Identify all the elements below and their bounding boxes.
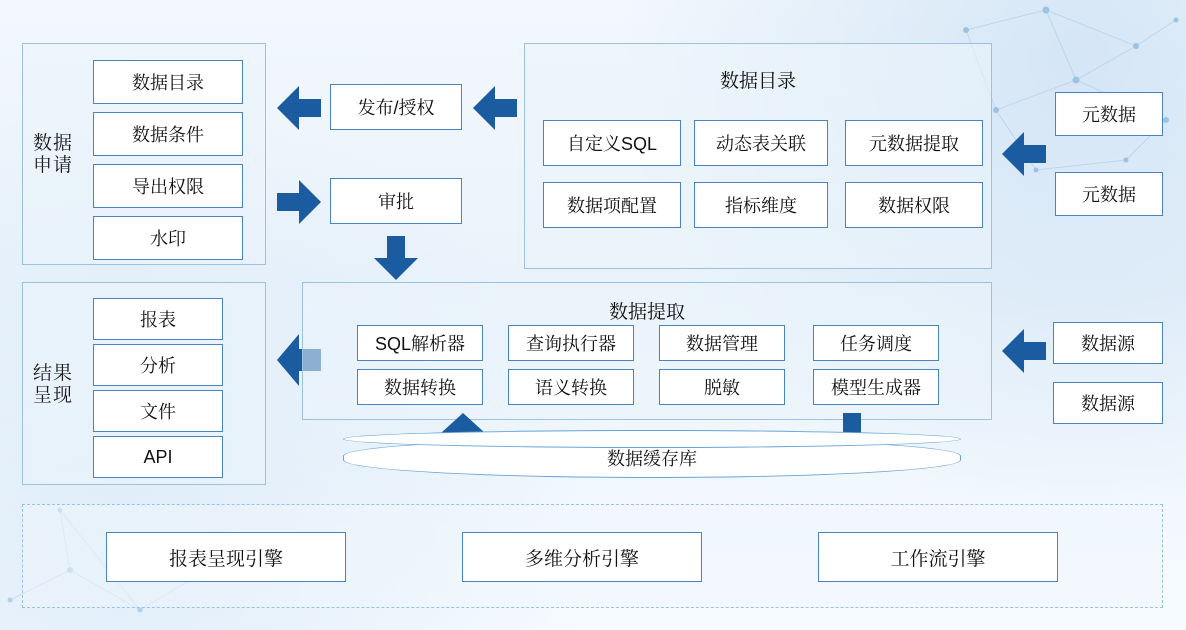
cell-task-scheduling[interactable]: 任务调度: [813, 325, 939, 361]
panel-data-extraction-title: 数据提取: [608, 302, 685, 323]
cell-datasource-2[interactable]: 数据源: [1053, 382, 1163, 424]
cell-semantic-transform[interactable]: 语义转换: [508, 369, 634, 405]
cell-sql-parser[interactable]: SQL解析器: [357, 325, 483, 361]
cell-analysis[interactable]: 分析: [93, 344, 223, 386]
cell-metric-dimension[interactable]: 指标维度: [694, 182, 828, 228]
arrow-datasource-to-extract: [1002, 325, 1046, 377]
cell-data-cache-store-label: 数据缓存库: [607, 449, 697, 469]
cell-file[interactable]: 文件: [93, 390, 223, 432]
cell-model-generator[interactable]: 模型生成器: [813, 369, 939, 405]
cell-approval[interactable]: 审批: [330, 178, 462, 224]
group-result-presentation-label: 结果呈现: [32, 363, 73, 406]
cell-data-permission[interactable]: 数据权限: [845, 182, 983, 228]
cell-datasource-1[interactable]: 数据源: [1053, 322, 1163, 364]
cell-data-catalog-request[interactable]: 数据目录: [93, 60, 243, 104]
cell-metadata-extraction[interactable]: 元数据提取: [845, 120, 983, 166]
arrow-catalog-to-publish: [473, 82, 517, 134]
arrow-metadata-to-catalog: [1002, 128, 1046, 180]
arrow-left-to-approval: [277, 176, 321, 228]
cell-report[interactable]: 报表: [93, 298, 223, 340]
cell-watermark[interactable]: 水印: [93, 216, 243, 260]
cell-query-executor[interactable]: 查询执行器: [508, 325, 634, 361]
cell-dynamic-table-relation[interactable]: 动态表关联: [694, 120, 828, 166]
arrow-approval-to-extract: [370, 236, 422, 280]
cell-custom-sql[interactable]: 自定义SQL: [543, 120, 681, 166]
cell-api[interactable]: API: [93, 436, 223, 478]
arrow-publish-to-left: [277, 82, 321, 134]
engine-multidim-analysis[interactable]: 多维分析引擎: [462, 532, 702, 582]
cell-data-condition[interactable]: 数据条件: [93, 112, 243, 156]
engine-report-presentation[interactable]: 报表呈现引擎: [106, 532, 346, 582]
cell-data-management[interactable]: 数据管理: [659, 325, 785, 361]
group-data-application-label: 数据申请: [32, 133, 73, 176]
cell-data-transform[interactable]: 数据转换: [357, 369, 483, 405]
cell-metadata-1[interactable]: 元数据: [1055, 92, 1163, 136]
cell-publish-authorize[interactable]: 发布/授权: [330, 84, 462, 130]
cell-metadata-2[interactable]: 元数据: [1055, 172, 1163, 216]
engine-workflow[interactable]: 工作流引擎: [818, 532, 1058, 582]
cell-data-item-config[interactable]: 数据项配置: [543, 182, 681, 228]
cache-cylinder-top: [343, 430, 961, 448]
cell-desensitization[interactable]: 脱敏: [659, 369, 785, 405]
panel-data-catalog-title: 数据目录: [719, 71, 796, 92]
cell-export-permission[interactable]: 导出权限: [93, 164, 243, 208]
